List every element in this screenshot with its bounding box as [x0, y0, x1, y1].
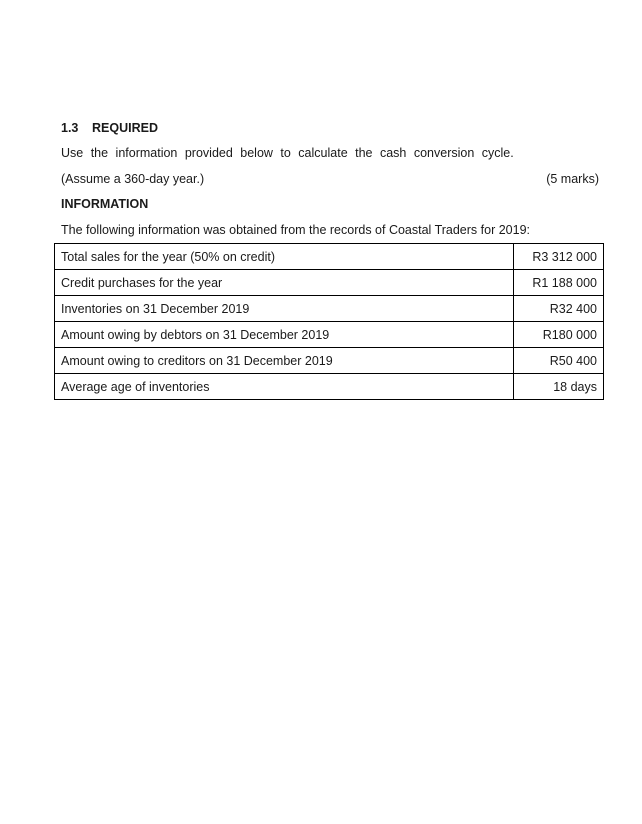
row-label: Total sales for the year (50% on credit): [55, 244, 514, 270]
table-row: [55, 374, 604, 400]
table-row: [55, 296, 604, 322]
row-value: R1 188 000: [514, 270, 604, 296]
row-value: 18 days: [514, 374, 604, 400]
table-row: [55, 322, 604, 348]
assumption-text: (Assume a 360-day year.): [61, 172, 205, 186]
table-row: [55, 244, 604, 270]
table-row: [55, 348, 604, 374]
section-heading: [61, 120, 158, 136]
row-label: Amount owing to creditors on 31 December 2019: [55, 348, 514, 374]
table-row: [55, 270, 604, 296]
row-value: R50 400: [514, 348, 604, 374]
intro-text: The following information was obtained from the records of Coastal Traders for 2019:: [61, 223, 530, 237]
row-label: Average age of inventories: [55, 374, 514, 400]
section-title: REQUIRED: [92, 121, 158, 135]
row-value: R180 000: [514, 322, 604, 348]
assumption-line: [61, 171, 599, 187]
row-value: R32 400: [514, 296, 604, 322]
information-table: [54, 243, 604, 400]
row-label: Amount owing by debtors on 31 December 2019: [55, 322, 514, 348]
row-label: Credit purchases for the year: [55, 270, 514, 296]
instruction-text: Use the information provided below to calculate the cash conversion cycle.: [61, 146, 514, 160]
row-label: Inventories on 31 December 2019: [55, 296, 514, 322]
information-heading: INFORMATION: [61, 197, 149, 211]
section-number: 1.3: [61, 121, 79, 135]
marks-text: (5 marks): [546, 172, 599, 186]
row-value: R3 312 000: [514, 244, 604, 270]
